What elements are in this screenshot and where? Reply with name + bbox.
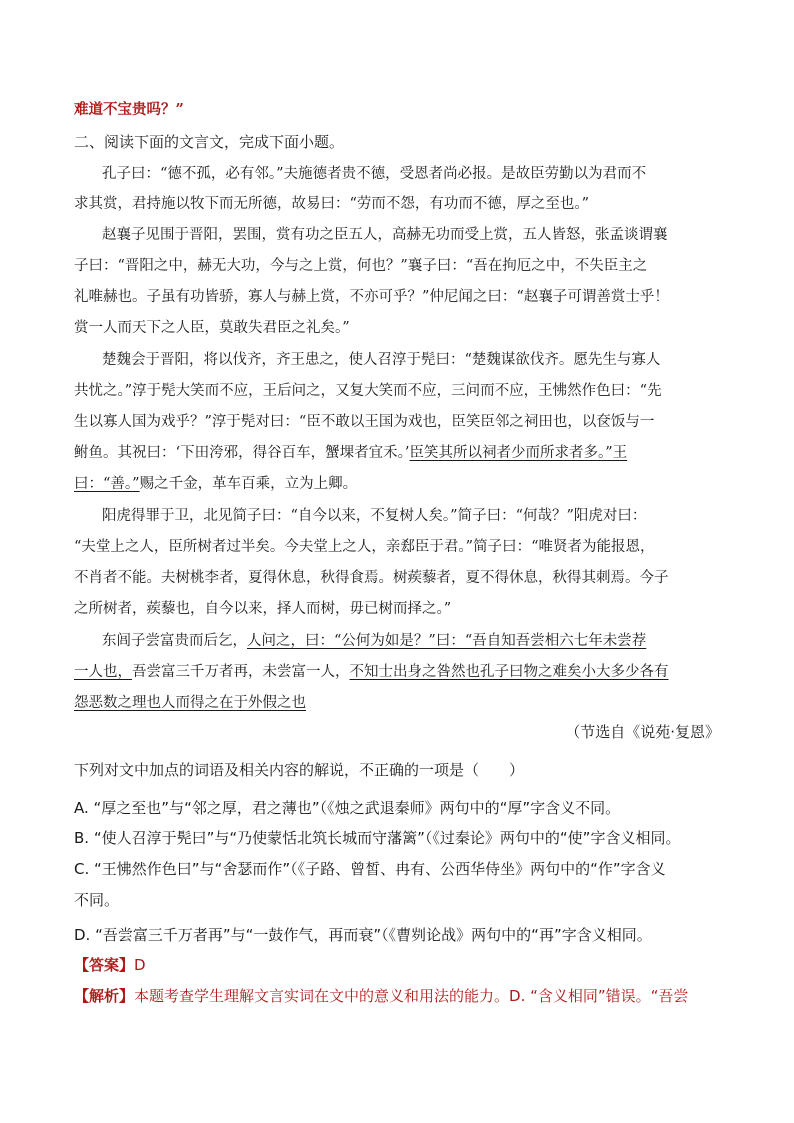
passage-text: 吾尝富三千万者再，未尝富一人， bbox=[132, 664, 350, 680]
analysis-line bbox=[74, 986, 726, 1006]
passage-line: 不肖者不能。夫树桃李者，夏得休息，秋得食焉。树蒺藜者，夏不得休息，秋得其刺焉。今子 bbox=[74, 570, 669, 586]
answer-line bbox=[74, 955, 726, 975]
underlined-sentence: 不知士出身之咎然也孔子曰物之难矣小大多少各有 bbox=[349, 664, 669, 680]
passage-line: 孔子曰：“德不孤，必有邻。”夫施德者贵不德，受恩者尚必报。是故臣劳勤以为君而不 bbox=[102, 166, 647, 182]
passage-line: 共忧之。”淳于髡大笑而不应，王后问之，又复大笑而不应，三问而不应，王怫然作色曰：“先 bbox=[74, 383, 662, 399]
section-heading: 二、阅读下面的文言文，完成下面小题。 bbox=[74, 133, 345, 151]
passage-line: 子曰：“晋阳之中，赫无大功，今与之上赏，何也？”襄子曰：“吾在拘厄之中，不失臣主之 bbox=[74, 258, 648, 274]
underlined-sentence: 臣笑其所以祠者少而所求者多。”王 bbox=[409, 445, 628, 461]
option-b: B. “使人召淳于髡曰”与“乃使蒙恬北筑长城而守藩篱”（《过秦论》两句中的“使”字含义相同。 bbox=[74, 829, 681, 847]
passage-text: 赐之千金，革车百乘，立为上卿。 bbox=[139, 476, 358, 492]
intro-tail: 难道不宝贵吗？” bbox=[74, 101, 184, 118]
passage-line: 生以寡人国为戏乎？”淳于髡对曰：“臣不敢以王国为戏也，臣笑臣邻之祠田也，以奁饭与一 bbox=[74, 414, 655, 430]
passage-line: 赵襄子见围于晋阳，罢围，赏有功之臣五人，高赫无功而受上赏，五人皆怒，张孟谈谓襄 bbox=[102, 227, 668, 243]
passage-line bbox=[74, 693, 726, 713]
underlined-sentence: 一人也， bbox=[74, 664, 132, 680]
analysis-label: 【解析】 bbox=[74, 987, 135, 1005]
passage-line: 礼唯赫也。子虽有功皆骄，寡人与赫上赏，不亦可乎？”仲尼闻之曰：“赵襄子可谓善赏士乎！ bbox=[74, 289, 669, 305]
passage-line bbox=[74, 662, 726, 682]
answer-label: 【答案】 bbox=[74, 956, 135, 974]
underlined-sentence: 曰：“善。” bbox=[74, 476, 140, 492]
question-stem: 下列对文中加点的词语及相关内容的解说，不正确的一项是（ ） bbox=[74, 761, 525, 779]
option-c: C. “王怫然作色曰”与“舍瑟而作”（《子路、曾皙、冉有、公西华侍坐》两句中的“作”字含义 bbox=[74, 860, 666, 878]
option-c-continued: 不同。 bbox=[74, 891, 120, 909]
option-d: D. “吾尝富三千万者再”与“一鼓作气，再而衰”（《曹刿论战》两句中的“再”字含义相同。 bbox=[74, 926, 652, 944]
option-a: A. “厚之至也”与“邻之厚，君之薄也”（《烛之武退秦师》两句中的“厚”字含义不同。 bbox=[74, 799, 621, 817]
passage-line: 赏一人而天下之人臣，莫敢失君臣之礼矣。” bbox=[74, 320, 350, 336]
answer-value: D bbox=[134, 956, 146, 974]
passage-line: 求其赏，君持施以牧下而无所德，故易曰：“劳而不怨，有功而不德，厚之至也。” bbox=[74, 196, 590, 212]
analysis-text: 本题考查学生理解文言实词在文中的意义和用法的能力。D. “含义相同”错误。“吾尝 bbox=[134, 987, 689, 1005]
passage-line: “夫堂上之人，臣所树者过半矣。今夫堂上之人，亲郄臣于君。”简子曰：“唯贤者为能报恩， bbox=[74, 539, 655, 555]
passage-text: 鲋鱼。其祝曰：‘下田洿邪，得谷百车，蟹堁者宜禾。’ bbox=[74, 445, 410, 461]
underlined-sentence: 怨恶数之理也人而得之在于外假之也 bbox=[74, 695, 306, 711]
passage-line: 之所树者，蒺藜也，自今以来，择人而树，毋已树而择之。” bbox=[74, 601, 452, 617]
passage-line: 楚魏会于晋阳，将以伐齐，齐王患之，使人召淳于髡曰：“楚魏谋欲伐齐。愿先生与寡人 bbox=[102, 352, 661, 368]
passage-source: （节选自《说苑·复恩》 bbox=[565, 723, 720, 741]
passage-line: 阳虎得罪于卫，北见简子曰：“自今以来，不复树人矣。”简子曰：“何哉？”阳虎对曰： bbox=[102, 508, 647, 524]
underlined-sentence: 人问之，曰：“公何为如是？”曰：“吾自知吾尝相六七年未尝荐 bbox=[247, 633, 647, 649]
passage-line bbox=[102, 631, 726, 651]
passage-line bbox=[74, 443, 726, 463]
passage-text: 东闾子尝富贵而后乞， bbox=[102, 633, 247, 649]
passage-line bbox=[74, 474, 726, 494]
